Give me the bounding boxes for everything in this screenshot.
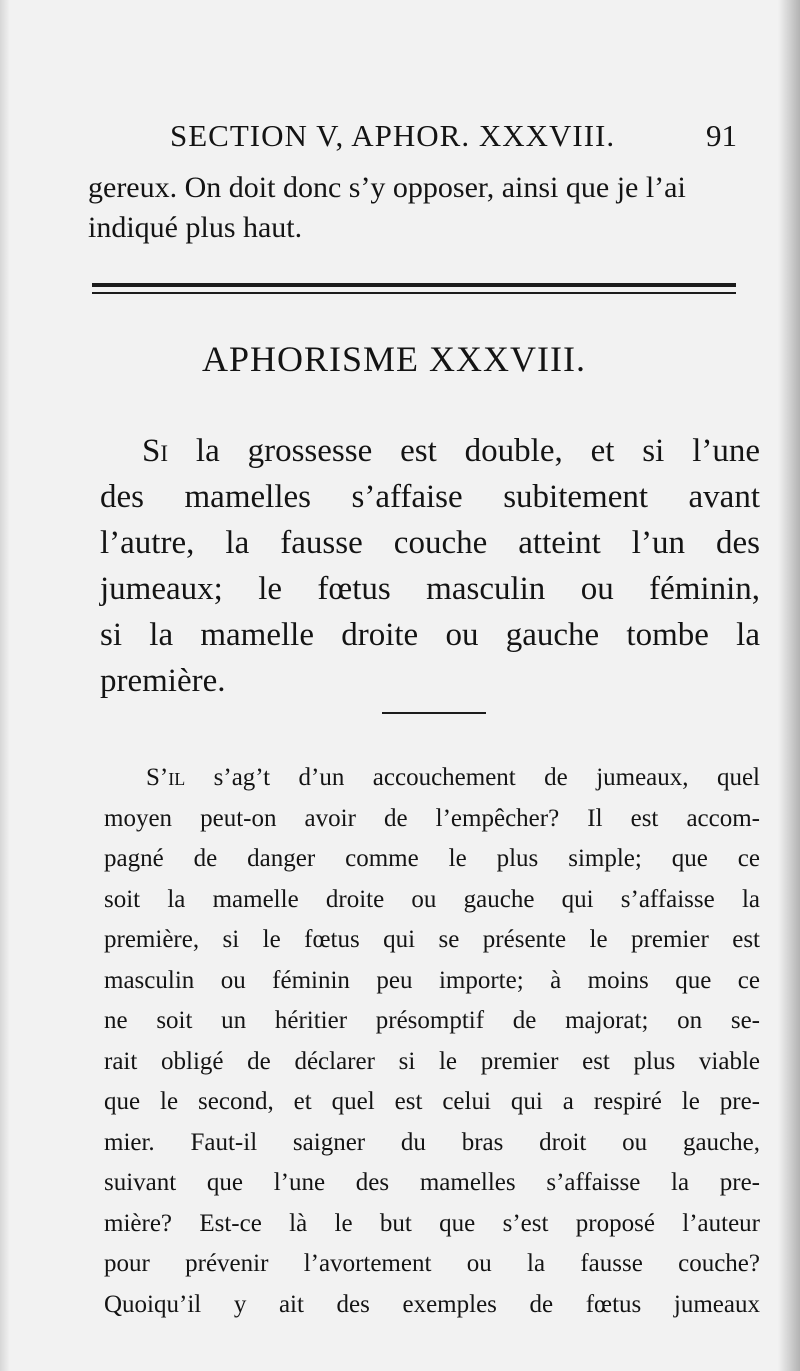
text-line: S’il s’ag’t d’un accouchement de jumeaux, quel <box>146 764 760 791</box>
text-line: mier. Faut-il saigner du bras droit ou gauche, <box>104 1128 760 1156</box>
dropcap-word: S’il <box>146 764 186 791</box>
page-edge-shadow-right <box>778 0 800 1371</box>
section-divider-thick <box>92 283 736 287</box>
text-line: l’autre, la fausse couche atteint l’un des <box>100 525 760 561</box>
text-line: indiqué plus haut. <box>88 211 303 244</box>
carryover-paragraph <box>88 168 758 248</box>
text-line: Si la grossesse est double, et si l’une <box>142 433 761 469</box>
text-line: si la mamelle droite ou gauche tombe la <box>100 617 760 653</box>
text-line: jumeaux; le fœtus masculin ou féminin, <box>100 571 760 607</box>
dropcap-word: Si <box>142 433 169 469</box>
text-line: gereux. On doit donc s’y opposer, ainsi que je l’ai <box>88 171 686 204</box>
text-line: suivant que l’une des mamelles s’affaisse la pre- <box>104 1169 760 1196</box>
running-head: SECTION V, APHOR. XXXVIII. <box>170 118 616 153</box>
text-line: première, si le fœtus qui se présente le premier est <box>104 926 760 953</box>
text-line: masculin ou féminin peu importe; à moins que ce <box>104 966 760 994</box>
text-line: pour prévenir l’avortement ou la fausse couche? <box>104 1250 760 1277</box>
text-line: première. <box>100 663 226 699</box>
text-line: des mamelles s’affaise subitement avant <box>100 479 760 515</box>
text-line: soit la mamelle droite ou gauche qui s’affaisse la <box>104 885 760 913</box>
commentary-paragraph <box>104 758 760 1325</box>
text-line: Quoiqu’il y ait des exemples de fœtus jumeaux <box>104 1290 760 1318</box>
text-line: ne soit un héritier présomptif de majorat; on se- <box>104 1007 760 1034</box>
aphorism-heading-text: APHORISME XXXVIII. <box>202 339 586 379</box>
page-edge-shadow-left <box>0 0 10 1371</box>
page-number: 91 <box>706 118 737 153</box>
aphorism-text <box>100 428 760 704</box>
text-line: que le second, et quel est celui qui a respiré le pre- <box>104 1088 760 1115</box>
aphorism-heading <box>0 338 800 380</box>
short-divider <box>382 712 486 714</box>
text-line: moyen peut-on avoir de l’empêcher? Il est accom- <box>104 804 760 832</box>
section-divider-thin <box>92 292 736 294</box>
text-line: rait obligé de déclarer si le premier est plus viable <box>104 1047 760 1075</box>
text-line: mière? Est-ce là le but que s’est proposé l’auteur <box>104 1209 760 1237</box>
text-line: pagné de danger comme le plus simple; que ce <box>104 845 760 872</box>
